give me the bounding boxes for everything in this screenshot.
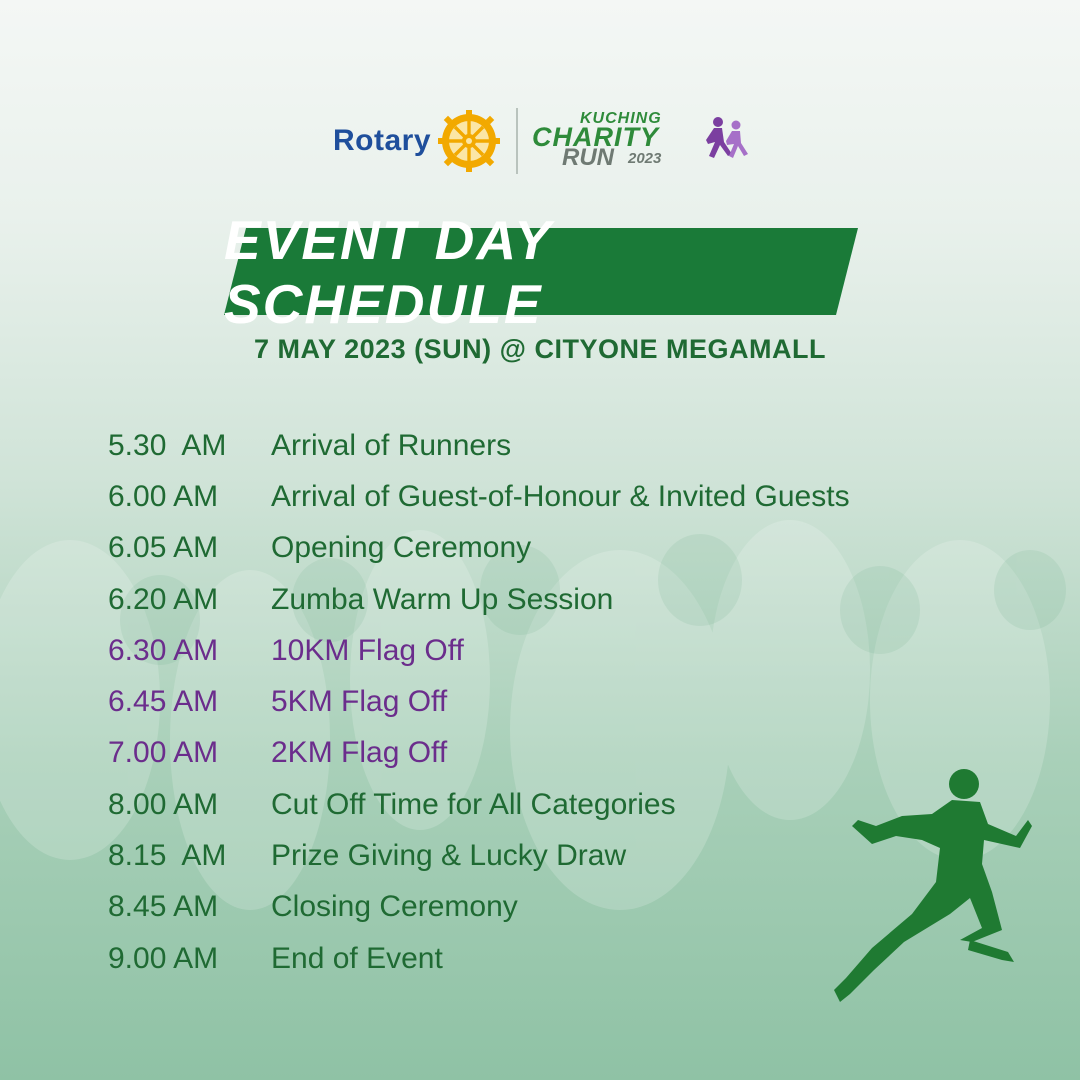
schedule-activity: Zumba Warm Up Session xyxy=(271,582,614,616)
schedule-time: 6.30 AM xyxy=(108,633,219,667)
logo-divider xyxy=(516,108,518,174)
rotary-logo-text: Rotary xyxy=(333,124,432,157)
schedule-time: 7.00 AM xyxy=(108,736,219,770)
schedule-row xyxy=(108,471,1008,522)
schedule-row xyxy=(108,676,1008,727)
schedule-activity: Arrival of Guest-of-Honour & Invited Guests xyxy=(271,479,850,513)
kcr-logo-kuching: KUCHING xyxy=(580,110,662,127)
logo-bar xyxy=(0,106,1080,176)
kuching-charity-run-logo xyxy=(530,110,760,174)
schedule-time: 8.15 AM xyxy=(108,839,227,873)
schedule-time: 6.05 AM xyxy=(108,531,219,565)
schedule-row xyxy=(108,574,1008,625)
schedule-time: 5.30 AM xyxy=(108,428,227,462)
schedule-activity: 2KM Flag Off xyxy=(271,736,448,770)
schedule-activity: Prize Giving & Lucky Draw xyxy=(271,839,627,873)
schedule-row xyxy=(108,625,1008,676)
schedule-activity: Closing Ceremony xyxy=(271,890,518,924)
schedule-activity: Arrival of Runners xyxy=(271,428,512,462)
sprinter-silhouette-icon xyxy=(832,764,1032,1014)
schedule-activity: 5KM Flag Off xyxy=(271,685,448,719)
schedule-time: 8.00 AM xyxy=(108,787,219,821)
schedule-activity: Opening Ceremony xyxy=(271,531,532,565)
event-date-venue: 7 MAY 2023 (SUN) @ CITYONE MEGAMALL xyxy=(254,334,826,364)
runners-icon xyxy=(696,114,752,170)
schedule-time: 9.00 AM xyxy=(108,941,219,975)
schedule-time: 6.00 AM xyxy=(108,479,219,513)
kcr-logo-charity: CHARITY xyxy=(532,122,659,152)
rotary-wheel-icon xyxy=(437,109,501,173)
schedule-time: 6.45 AM xyxy=(108,685,219,719)
schedule-activity: Cut Off Time for All Categories xyxy=(271,787,676,821)
schedule-row xyxy=(108,420,1008,471)
kcr-logo-run: RUN xyxy=(562,144,614,171)
schedule-time: 8.45 AM xyxy=(108,890,219,924)
kcr-logo-year: 2023 xyxy=(628,150,662,167)
schedule-activity: End of Event xyxy=(271,941,443,975)
page-title: EVENT DAY SCHEDULE xyxy=(224,208,552,335)
schedule-time: 6.20 AM xyxy=(108,582,219,616)
schedule-row xyxy=(108,523,1008,574)
schedule-activity: 10KM Flag Off xyxy=(271,633,464,667)
